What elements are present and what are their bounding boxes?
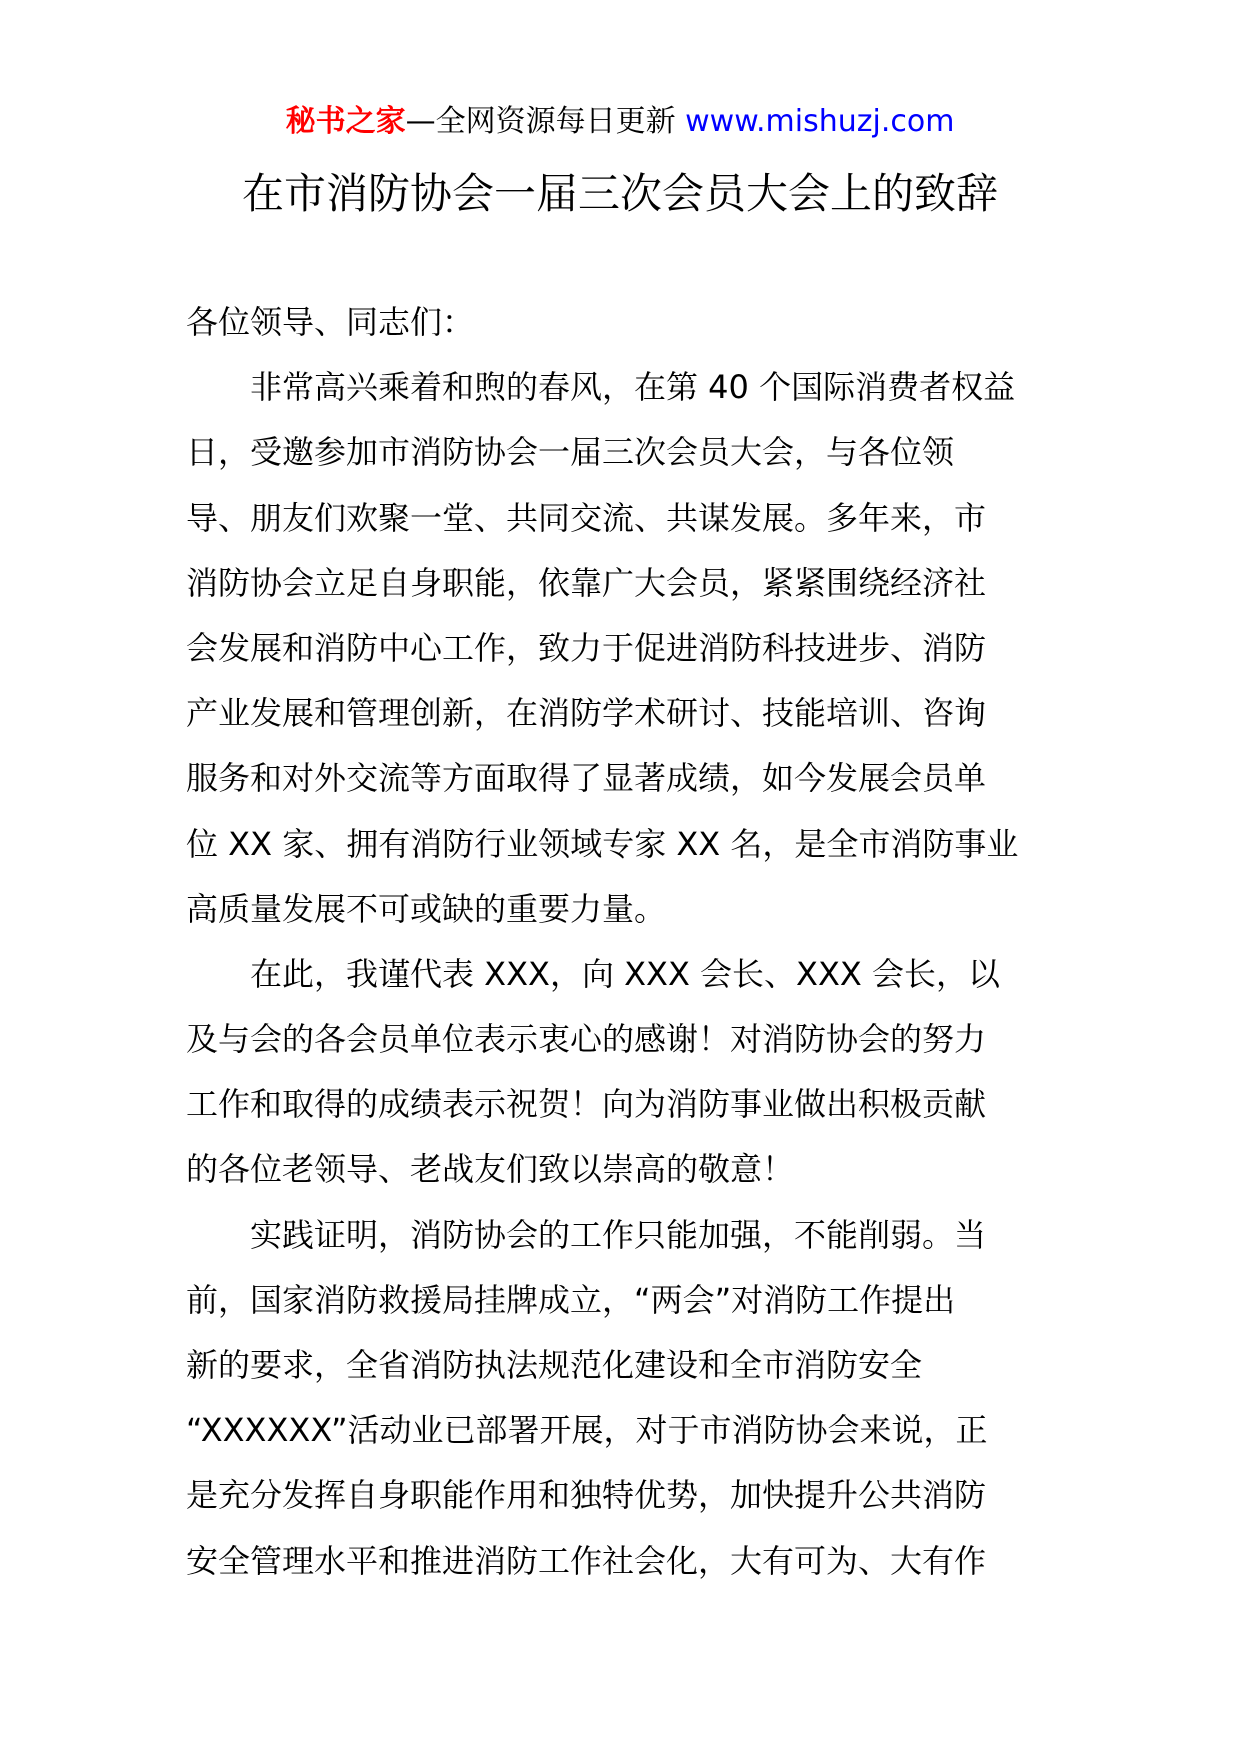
paragraph-line: “XXXXXX”活动业已部署开展，对于市消防协会来说，正: [186, 1411, 988, 1450]
paragraph-line: 是充分发挥自身职能作用和独特优势，加快提升公共消防: [186, 1476, 987, 1515]
paragraph-line: 在此，我谨代表 XXX，向 XXX 会长、XXX 会长，以: [250, 954, 1000, 993]
paragraph-line: 高质量发展不可或缺的重要力量。: [186, 889, 667, 928]
paragraph-line: 日，受邀参加市消防协会一届三次会员大会，与各位领: [186, 433, 955, 472]
paragraph-line: 的各位老领导、老战友们致以崇高的敬意！: [186, 1150, 795, 1189]
paragraph-line: 实践证明，消防协会的工作只能加强，不能削弱。当: [250, 1215, 987, 1254]
site-header: [0, 100, 1240, 144]
paragraph-line: 位 XX 家、拥有消防行业领域专家 XX 名，是全市消防事业: [186, 824, 1019, 863]
paragraph-line: 新的要求，全省消防执法规范化建设和全市消防安全: [186, 1346, 923, 1384]
salutation: 各位领导、同志们：: [186, 303, 475, 341]
paragraph-3: [186, 1203, 1056, 1594]
paragraph-line: 消防协会立足自身职能，依靠广大会员，紧紧围绕经济社: [186, 563, 987, 602]
paragraph-line: 安全管理水平和推进消防工作社会化，大有可为、大有作: [186, 1541, 987, 1580]
paragraph-line: 工作和取得的成绩表示祝贺！向为消防事业做出积极贡献: [186, 1085, 987, 1124]
paragraph-1: [186, 355, 1056, 942]
paragraph-line: 及与会的各会员单位表示衷心的感谢！对消防协会的努力: [186, 1020, 987, 1059]
site-tagline: —全网资源每日更新: [405, 104, 686, 139]
paragraph-2: [186, 942, 1056, 1203]
site-url-link[interactable]: www.mishuzj.com: [685, 104, 955, 139]
paragraph-line: 产业发展和管理创新，在消防学术研讨、技能培训、咨询: [186, 694, 987, 733]
paragraph-line: 非常高兴乘着和煦的春风，在第 40 个国际消费者权益: [250, 368, 1016, 407]
document-title: 在市消防协会一届三次会员大会上的致辞: [241, 169, 998, 218]
paragraph-line: 会发展和消防中心工作，致力于促进消防科技进步、消防: [186, 628, 987, 667]
paragraph-line: 服务和对外交流等方面取得了显著成绩，如今发展会员单: [186, 759, 987, 798]
site-brand: 秘书之家: [285, 104, 406, 139]
paragraph-line: 导、朋友们欢聚一堂、共同交流、共谋发展。多年来，市: [186, 498, 987, 537]
paragraph-line: 前，国家消防救援局挂牌成立，“两会”对消防工作提出: [186, 1280, 956, 1319]
document-body: [186, 290, 1056, 1594]
